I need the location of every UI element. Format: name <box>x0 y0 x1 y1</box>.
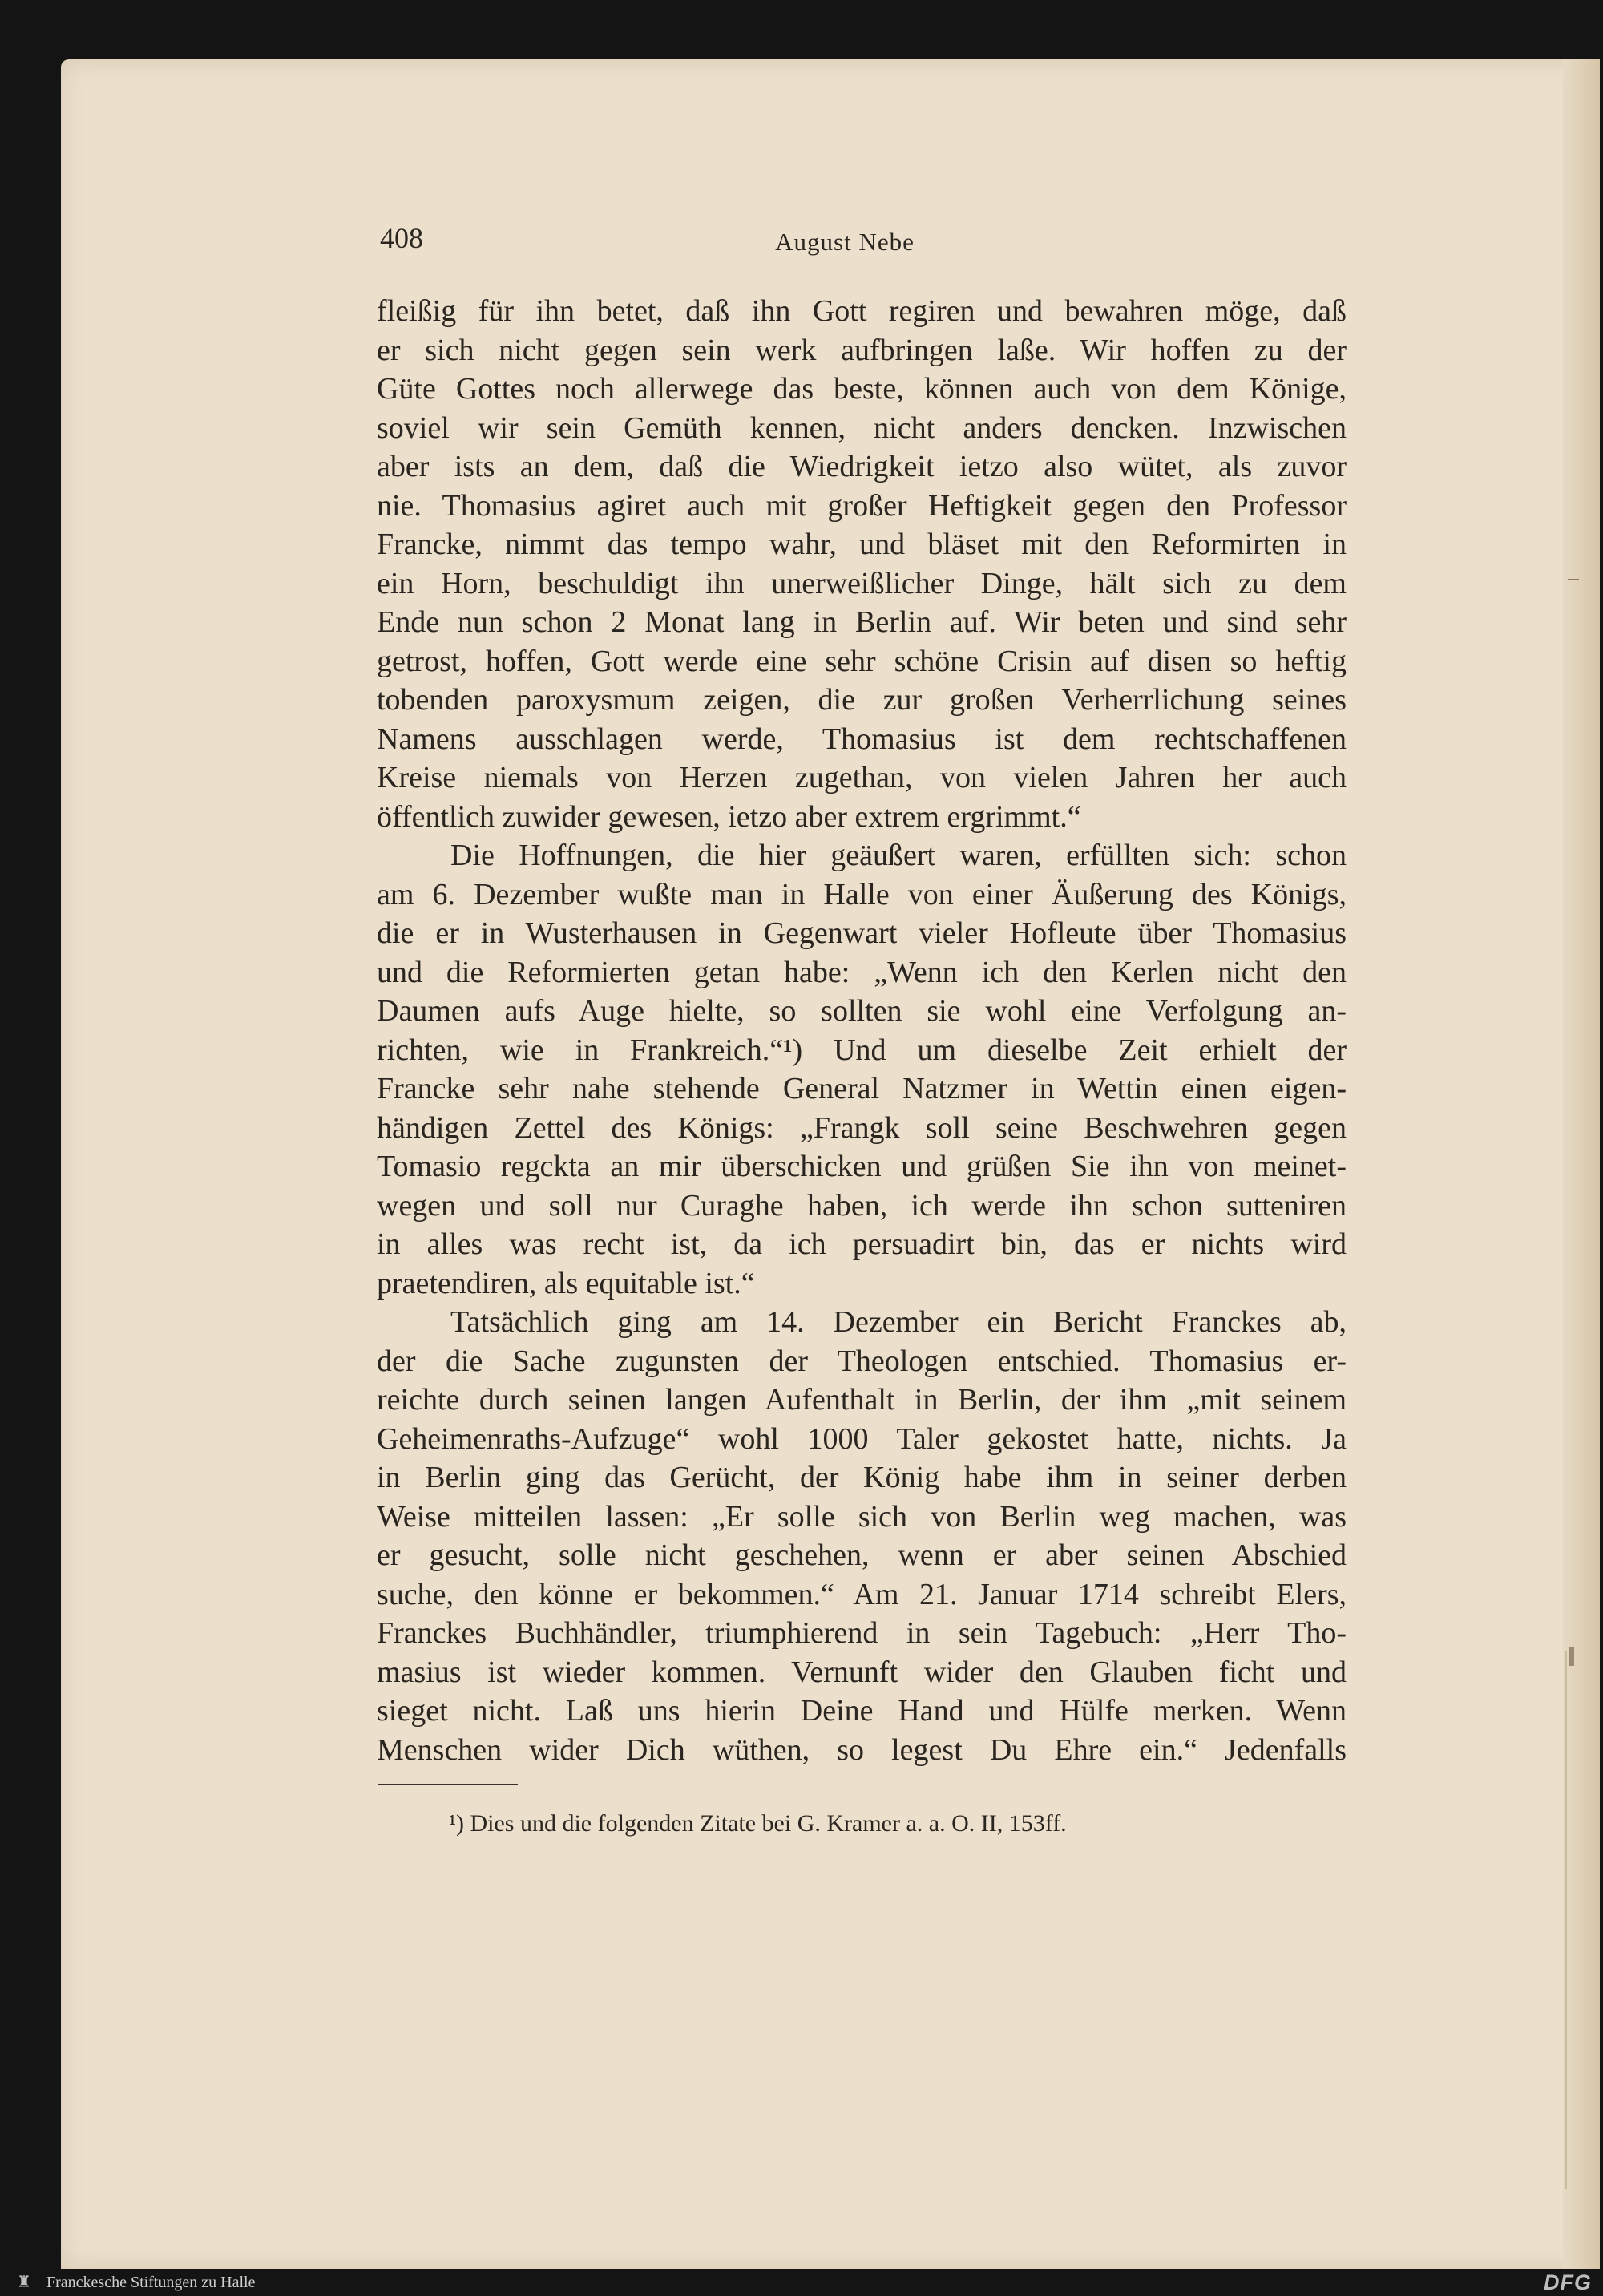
text-line: wegen und soll nur Curaghe haben, ich werde ihn schon sutteniren <box>377 1188 1347 1223</box>
text-line: er sich nicht gegen sein werk aufbringen laße. Wir hoffen zu der <box>377 333 1347 367</box>
binding-line <box>1565 1651 1567 2189</box>
text-line: am 6. Dezember wußte man in Halle von einer Äußerung des Königs, <box>377 877 1347 912</box>
footnote: ¹) Dies und die folgenden Zitate bei G. Kramer a. a. O. II, 153ff. <box>449 1810 1067 1837</box>
text-line: der die Sache zugunsten der Theologen entschied. Thomasius er- <box>377 1344 1347 1378</box>
paragraph-first-line: Die Hoffnungen, die hier geäußert waren, erfüllten sich: schon <box>450 839 1347 872</box>
text-line: in Berlin ging das Gerücht, der König habe ihm in seiner derben <box>377 1461 1347 1494</box>
text-line: getrost, hoffen, Gott werde eine sehr schöne Crisin auf disen so heftig <box>377 644 1347 678</box>
text-line: richten, wie in Frankreich.“¹) Und um dieselbe Zeit erhielt der <box>377 1033 1347 1067</box>
page-fold-shadow <box>1563 59 1600 2269</box>
running-head <box>380 221 1342 261</box>
footnote-rule <box>378 1784 518 1785</box>
edge-mark <box>1568 579 1579 580</box>
text-line: reichte durch seinen langen Aufenthalt in Berlin, der ihm „mit seinem <box>377 1383 1347 1417</box>
text-line: und die Reformierten getan habe: „Wenn ich den Kerlen nicht den <box>377 955 1347 989</box>
text-line: Namens ausschlagen werde, Thomasius ist dem rechtschaffenen <box>377 722 1347 756</box>
text-line: praetendiren, als equitable ist.“ <box>377 1266 755 1300</box>
text-line: Daumen aufs Auge hielte, so sollten sie wohl eine Verfolgung an- <box>377 994 1347 1028</box>
text-line: Ende nun schon 2 Monat lang in Berlin auf. Wir beten und sind sehr <box>377 605 1347 639</box>
text-line: in alles was recht ist, da ich persuadirt bin, das er nichts wird <box>377 1227 1347 1261</box>
text-line: Kreise niemals von Herzen zugethan, von vielen Jahren her auch <box>377 761 1347 794</box>
text-line: Geheimenraths-Aufzuge“ wohl 1000 Taler gekostet hatte, nichts. Ja <box>377 1421 1347 1456</box>
text-line: soviel wir sein Gemüth kennen, nicht anders dencken. Inzwischen <box>377 410 1347 445</box>
institution-name: Franckesche Stiftungen zu Halle <box>46 2274 256 2291</box>
text-line: öffentlich zuwider gewesen, ietzo aber extrem ergrimmt.“ <box>377 799 1081 834</box>
institution-logo-icon: ♜ <box>17 2274 31 2291</box>
text-line: die er in Wusterhausen in Gegenwart vieler Hofleute über Thomasius <box>377 916 1347 950</box>
text-line: Francke sehr nahe stehende General Natzmer in Wettin einen eigen- <box>377 1072 1347 1106</box>
running-title: August Nebe <box>775 228 915 256</box>
text-line: Menschen wider Dich wüthen, so legest Du Ehre ein.“ Jedenfalls <box>377 1732 1347 1767</box>
dfg-logo: DFG <box>1544 2270 1592 2294</box>
text-line: masius ist wieder kommen. Vernunft wider den Glauben ficht und <box>377 1655 1347 1689</box>
text-line: sieget nicht. Laß uns hierin Deine Hand und Hülfe merken. Wenn <box>377 1694 1347 1728</box>
paragraph-first-line: Tatsächlich ging am 14. Dezember ein Bericht Franckes ab, <box>450 1305 1347 1339</box>
text-line: fleißig für ihn betet, daß ihn Gott regiren und bewahren möge, daß <box>377 294 1347 328</box>
text-line: ein Horn, beschuldigt ihn unerweißlicher Dinge, hält sich zu dem <box>377 566 1347 600</box>
viewer-footer <box>0 2269 1603 2296</box>
text-line: er gesucht, solle nicht geschehen, wenn er aber seinen Abschied <box>377 1538 1347 1572</box>
text-line: Weise mitteilen lassen: „Er solle sich von Berlin weg machen, was <box>377 1499 1347 1534</box>
binding-thread <box>1569 1647 1574 1666</box>
text-line: aber ists an dem, daß die Wiedrigkeit ietzo also wütet, als zuvor <box>377 450 1347 483</box>
text-line: Tomasio regckta an mir überschicken und grüßen Sie ihn von meinet- <box>377 1150 1347 1183</box>
text-line: suche, den könne er bekommen.“ Am 21. Januar 1714 schreibt Elers, <box>377 1577 1347 1611</box>
text-line: nie. Thomasius agiret auch mit großer Heftigkeit gegen den Professor <box>377 488 1347 523</box>
text-line: tobenden paroxysmum zeigen, die zur großen Verherrlichung seines <box>377 683 1347 717</box>
text-line: händigen Zettel des Königs: „Frangk soll seine Beschwehren gegen <box>377 1110 1347 1145</box>
text-line: Güte Gottes noch allerwege das beste, können auch von dem Könige, <box>377 372 1347 406</box>
page-number: 408 <box>380 222 423 254</box>
text-line: Francke, nimmt das tempo wahr, und bläset mit den Reformirten in <box>377 528 1347 561</box>
body-text <box>377 292 1347 1769</box>
text-line: Franckes Buchhändler, triumphierend in sein Tagebuch: „Herr Tho- <box>377 1616 1347 1650</box>
